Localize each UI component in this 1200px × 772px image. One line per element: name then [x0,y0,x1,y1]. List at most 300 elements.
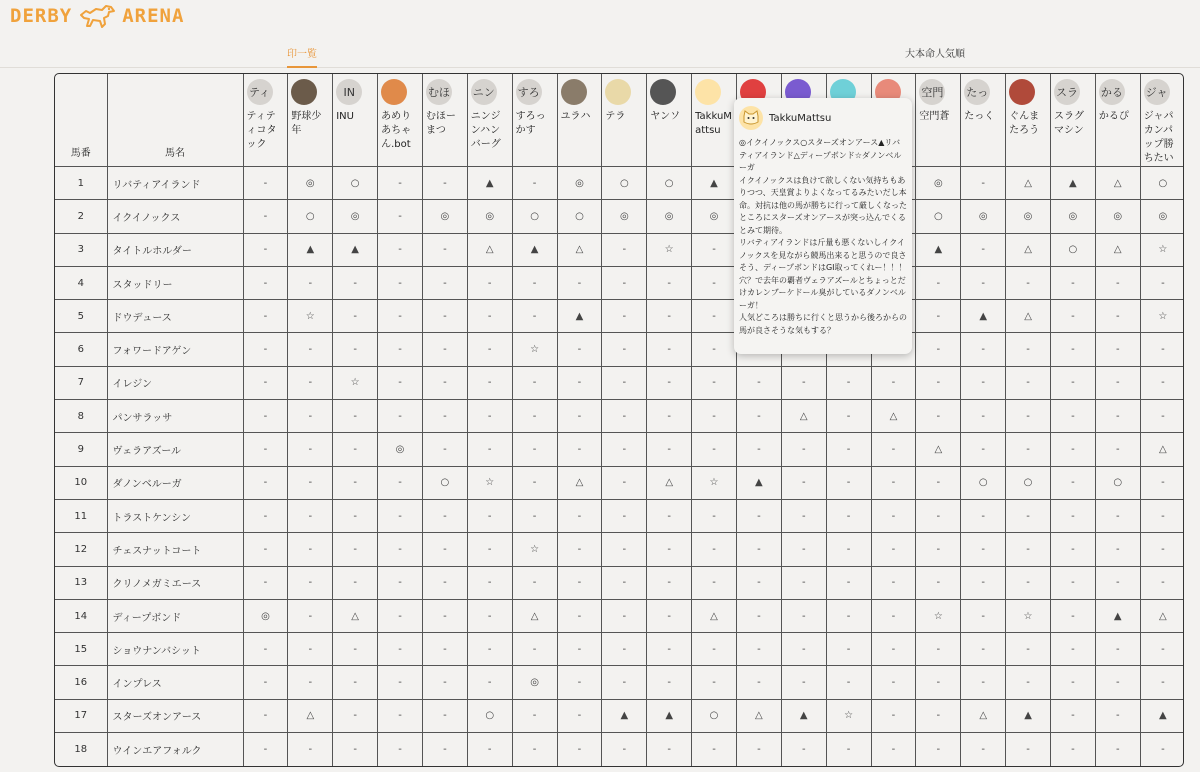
mark-cell[interactable]: △ [916,433,961,466]
mark-cell[interactable]: - [781,433,826,466]
mark-cell[interactable]: - [288,366,333,399]
mark-cell[interactable]: ◎ [916,167,961,200]
mark-cell[interactable]: - [871,433,916,466]
mark-cell[interactable]: - [422,633,467,666]
mark-cell[interactable]: - [961,233,1006,266]
user-avatar[interactable] [381,79,407,105]
mark-cell[interactable]: - [467,566,512,599]
mark-cell[interactable]: ○ [422,466,467,499]
mark-cell[interactable]: △ [1140,433,1184,466]
mark-cell[interactable]: - [736,400,781,433]
mark-cell[interactable]: - [1050,733,1095,766]
mark-cell[interactable]: - [961,733,1006,766]
mark-cell[interactable]: ◎ [288,167,333,200]
user-avatar[interactable] [695,79,721,105]
mark-cell[interactable]: - [692,300,737,333]
mark-cell[interactable]: - [602,333,647,366]
user-avatar[interactable] [1009,79,1035,105]
mark-cell[interactable]: - [288,733,333,766]
user-avatar[interactable]: スラ [1054,79,1080,105]
mark-cell[interactable]: - [1095,400,1140,433]
mark-cell[interactable]: - [243,633,288,666]
mark-cell[interactable]: ☆ [647,233,692,266]
mark-cell[interactable]: - [1006,266,1051,299]
mark-cell[interactable]: - [1140,666,1184,699]
tab-favorite-ranking[interactable]: 大本命人気順 [905,49,965,60]
mark-cell[interactable]: - [422,699,467,732]
mark-cell[interactable]: ○ [512,200,557,233]
mark-cell[interactable]: - [692,233,737,266]
mark-cell[interactable]: - [602,433,647,466]
mark-cell[interactable]: ▲ [602,699,647,732]
mark-cell[interactable]: ▲ [288,233,333,266]
user-avatar[interactable]: ニン [471,79,497,105]
mark-cell[interactable]: - [557,533,602,566]
mark-cell[interactable]: - [647,633,692,666]
mark-cell[interactable]: - [826,733,871,766]
mark-cell[interactable]: ○ [1095,466,1140,499]
mark-cell[interactable]: ☆ [512,333,557,366]
mark-cell[interactable]: - [467,366,512,399]
mark-cell[interactable]: - [602,599,647,632]
mark-cell[interactable]: - [512,433,557,466]
mark-cell[interactable]: - [333,499,378,532]
mark-cell[interactable]: - [916,266,961,299]
mark-cell[interactable]: - [557,566,602,599]
mark-cell[interactable]: - [378,333,423,366]
mark-cell[interactable]: - [961,167,1006,200]
mark-cell[interactable]: - [288,666,333,699]
mark-cell[interactable]: - [422,266,467,299]
mark-cell[interactable]: - [916,400,961,433]
mark-cell[interactable]: - [378,266,423,299]
mark-cell[interactable]: △ [1095,233,1140,266]
mark-cell[interactable]: - [961,666,1006,699]
user-avatar[interactable]: IN [336,79,362,105]
mark-cell[interactable]: - [557,599,602,632]
mark-cell[interactable]: ◎ [647,200,692,233]
mark-cell[interactable]: - [422,533,467,566]
mark-cell[interactable]: ☆ [288,300,333,333]
mark-cell[interactable]: - [243,699,288,732]
mark-cell[interactable]: - [1095,300,1140,333]
mark-cell[interactable]: - [602,733,647,766]
mark-cell[interactable]: - [333,566,378,599]
mark-cell[interactable]: ○ [557,200,602,233]
mark-cell[interactable]: - [647,333,692,366]
mark-cell[interactable]: △ [288,699,333,732]
mark-cell[interactable]: - [692,533,737,566]
mark-cell[interactable]: - [243,733,288,766]
mark-cell[interactable]: ▲ [961,300,1006,333]
mark-cell[interactable]: - [602,633,647,666]
mark-cell[interactable]: △ [512,599,557,632]
mark-cell[interactable]: - [288,333,333,366]
mark-cell[interactable]: - [422,333,467,366]
user-avatar[interactable]: ティ [247,79,273,105]
mark-cell[interactable]: - [512,499,557,532]
mark-cell[interactable]: ○ [961,466,1006,499]
mark-cell[interactable]: ☆ [467,466,512,499]
mark-cell[interactable]: - [422,300,467,333]
mark-cell[interactable]: - [333,333,378,366]
mark-cell[interactable]: - [916,333,961,366]
user-avatar[interactable] [291,79,317,105]
mark-cell[interactable]: ◎ [1140,200,1184,233]
mark-cell[interactable]: - [871,699,916,732]
mark-cell[interactable]: △ [1095,167,1140,200]
mark-cell[interactable]: - [826,599,871,632]
mark-cell[interactable]: △ [692,599,737,632]
user-avatar[interactable] [605,79,631,105]
mark-cell[interactable]: - [378,599,423,632]
mark-cell[interactable]: - [647,499,692,532]
mark-cell[interactable]: - [333,633,378,666]
mark-cell[interactable]: - [288,433,333,466]
mark-cell[interactable]: - [1006,633,1051,666]
mark-cell[interactable]: ◎ [378,433,423,466]
mark-cell[interactable]: - [557,633,602,666]
mark-cell[interactable]: - [288,566,333,599]
mark-cell[interactable]: - [467,433,512,466]
mark-cell[interactable]: - [1050,366,1095,399]
mark-cell[interactable]: - [333,433,378,466]
mark-cell[interactable]: - [692,666,737,699]
mark-cell[interactable]: ▲ [1140,699,1184,732]
mark-cell[interactable]: - [243,200,288,233]
mark-cell[interactable]: - [961,433,1006,466]
mark-cell[interactable]: - [961,566,1006,599]
mark-cell[interactable]: - [1095,433,1140,466]
mark-cell[interactable]: - [1050,499,1095,532]
mark-cell[interactable]: - [422,733,467,766]
mark-cell[interactable]: - [557,400,602,433]
mark-cell[interactable]: - [1050,666,1095,699]
mark-cell[interactable]: - [692,366,737,399]
mark-cell[interactable]: △ [1140,599,1184,632]
mark-cell[interactable]: - [1006,499,1051,532]
mark-cell[interactable]: - [512,699,557,732]
mark-cell[interactable]: - [961,533,1006,566]
mark-cell[interactable]: - [916,366,961,399]
mark-cell[interactable]: - [692,333,737,366]
mark-cell[interactable]: - [871,533,916,566]
mark-cell[interactable]: - [1006,533,1051,566]
mark-cell[interactable]: - [1006,366,1051,399]
mark-cell[interactable]: - [557,366,602,399]
mark-cell[interactable]: ○ [692,699,737,732]
mark-cell[interactable]: - [1050,566,1095,599]
mark-cell[interactable]: - [961,400,1006,433]
mark-cell[interactable]: - [243,333,288,366]
mark-cell[interactable]: - [1140,566,1184,599]
mark-cell[interactable]: ○ [1050,233,1095,266]
mark-cell[interactable]: ◎ [961,200,1006,233]
mark-cell[interactable]: △ [871,400,916,433]
mark-cell[interactable]: - [736,499,781,532]
mark-cell[interactable]: ◎ [467,200,512,233]
mark-cell[interactable]: - [243,566,288,599]
mark-cell[interactable]: - [871,599,916,632]
mark-cell[interactable]: - [647,533,692,566]
mark-cell[interactable]: - [647,400,692,433]
mark-cell[interactable]: - [1095,633,1140,666]
mark-cell[interactable]: ◎ [557,167,602,200]
mark-cell[interactable]: - [243,433,288,466]
mark-cell[interactable]: - [378,566,423,599]
mark-cell[interactable]: △ [557,233,602,266]
mark-cell[interactable]: - [288,599,333,632]
mark-cell[interactable]: - [1050,533,1095,566]
mark-cell[interactable]: - [467,499,512,532]
mark-cell[interactable]: ☆ [512,533,557,566]
mark-cell[interactable]: ◎ [1095,200,1140,233]
mark-cell[interactable]: - [378,167,423,200]
mark-cell[interactable]: - [871,566,916,599]
mark-cell[interactable]: - [333,733,378,766]
mark-cell[interactable]: ◎ [1006,200,1051,233]
mark-cell[interactable]: △ [333,599,378,632]
user-avatar[interactable] [561,79,587,105]
mark-cell[interactable]: - [467,300,512,333]
mark-cell[interactable]: - [422,167,467,200]
mark-cell[interactable]: - [467,666,512,699]
mark-cell[interactable]: - [647,300,692,333]
mark-cell[interactable]: - [243,499,288,532]
mark-cell[interactable]: - [378,466,423,499]
mark-cell[interactable]: ☆ [1006,599,1051,632]
mark-cell[interactable]: - [692,499,737,532]
mark-cell[interactable]: - [1140,366,1184,399]
mark-cell[interactable]: - [602,233,647,266]
mark-cell[interactable]: - [333,699,378,732]
mark-cell[interactable]: - [333,300,378,333]
mark-cell[interactable]: - [602,533,647,566]
mark-cell[interactable]: - [378,366,423,399]
mark-cell[interactable]: - [378,733,423,766]
mark-cell[interactable]: - [512,400,557,433]
tab-marks-list[interactable]: 印一覧 [287,45,317,68]
mark-cell[interactable]: - [378,400,423,433]
mark-cell[interactable]: - [1140,266,1184,299]
mark-cell[interactable]: △ [647,466,692,499]
mark-cell[interactable]: - [378,300,423,333]
mark-cell[interactable]: - [826,533,871,566]
mark-cell[interactable]: △ [467,233,512,266]
mark-cell[interactable]: - [557,499,602,532]
mark-cell[interactable]: - [422,599,467,632]
mark-cell[interactable]: ☆ [333,366,378,399]
mark-cell[interactable]: - [1006,566,1051,599]
mark-cell[interactable]: - [871,499,916,532]
mark-cell[interactable]: - [512,466,557,499]
mark-cell[interactable]: - [243,167,288,200]
mark-cell[interactable]: - [1050,333,1095,366]
mark-cell[interactable]: - [916,533,961,566]
mark-cell[interactable]: - [333,400,378,433]
user-avatar[interactable]: たっ [964,79,990,105]
mark-cell[interactable]: ○ [467,699,512,732]
mark-cell[interactable]: - [333,533,378,566]
mark-cell[interactable]: - [781,599,826,632]
mark-cell[interactable]: ▲ [781,699,826,732]
mark-cell[interactable]: - [467,266,512,299]
mark-cell[interactable]: - [288,633,333,666]
mark-cell[interactable]: - [916,499,961,532]
mark-cell[interactable]: ○ [288,200,333,233]
mark-cell[interactable]: - [781,366,826,399]
mark-cell[interactable]: - [826,566,871,599]
mark-cell[interactable]: ▲ [512,233,557,266]
mark-cell[interactable]: - [512,167,557,200]
mark-cell[interactable]: - [1140,533,1184,566]
mark-cell[interactable]: ▲ [647,699,692,732]
mark-cell[interactable]: - [647,433,692,466]
mark-cell[interactable]: - [916,733,961,766]
mark-cell[interactable]: - [736,566,781,599]
mark-cell[interactable]: - [602,466,647,499]
mark-cell[interactable]: - [557,333,602,366]
mark-cell[interactable]: - [1140,733,1184,766]
mark-cell[interactable]: - [1006,433,1051,466]
mark-cell[interactable]: - [736,366,781,399]
mark-cell[interactable]: - [288,499,333,532]
mark-cell[interactable]: - [871,733,916,766]
mark-cell[interactable]: - [647,599,692,632]
mark-cell[interactable]: ▲ [1006,699,1051,732]
mark-cell[interactable]: - [467,333,512,366]
mark-cell[interactable]: ◎ [422,200,467,233]
mark-cell[interactable]: - [243,266,288,299]
mark-cell[interactable]: ▲ [692,167,737,200]
mark-cell[interactable]: - [871,366,916,399]
mark-cell[interactable]: ☆ [1140,233,1184,266]
mark-cell[interactable]: - [961,599,1006,632]
mark-cell[interactable]: - [871,466,916,499]
mark-cell[interactable]: ◎ [602,200,647,233]
mark-cell[interactable]: - [602,666,647,699]
mark-cell[interactable]: - [781,466,826,499]
mark-cell[interactable]: - [647,666,692,699]
mark-cell[interactable]: - [647,266,692,299]
mark-cell[interactable]: - [736,533,781,566]
mark-cell[interactable]: - [243,233,288,266]
mark-cell[interactable]: - [602,566,647,599]
mark-cell[interactable]: - [422,666,467,699]
mark-cell[interactable]: - [243,366,288,399]
mark-cell[interactable]: - [602,499,647,532]
mark-cell[interactable]: ◎ [692,200,737,233]
mark-cell[interactable]: - [826,366,871,399]
user-avatar[interactable]: かる [1099,79,1125,105]
mark-cell[interactable]: △ [781,400,826,433]
mark-cell[interactable]: - [1140,499,1184,532]
mark-cell[interactable]: - [378,233,423,266]
mark-cell[interactable]: - [781,666,826,699]
mark-cell[interactable]: ☆ [692,466,737,499]
mark-cell[interactable]: ○ [1140,167,1184,200]
mark-cell[interactable]: - [378,699,423,732]
mark-cell[interactable]: - [1006,666,1051,699]
user-avatar[interactable]: むほ [426,79,452,105]
mark-cell[interactable]: - [736,599,781,632]
mark-cell[interactable]: - [467,400,512,433]
mark-cell[interactable]: - [1095,566,1140,599]
mark-cell[interactable]: ▲ [1050,167,1095,200]
mark-cell[interactable]: - [288,266,333,299]
mark-cell[interactable]: - [422,400,467,433]
mark-cell[interactable]: - [422,233,467,266]
mark-cell[interactable]: △ [1006,233,1051,266]
mark-cell[interactable]: - [1050,466,1095,499]
mark-cell[interactable]: - [422,499,467,532]
mark-cell[interactable]: - [1095,333,1140,366]
mark-cell[interactable]: - [916,566,961,599]
user-avatar[interactable]: すろ [516,79,542,105]
mark-cell[interactable]: ○ [647,167,692,200]
mark-cell[interactable]: - [916,466,961,499]
mark-cell[interactable]: △ [736,699,781,732]
mark-cell[interactable]: - [781,566,826,599]
mark-cell[interactable]: - [512,566,557,599]
mark-cell[interactable]: - [557,266,602,299]
mark-cell[interactable]: - [333,666,378,699]
mark-cell[interactable]: - [1140,400,1184,433]
mark-cell[interactable]: - [1006,733,1051,766]
mark-cell[interactable]: - [692,566,737,599]
mark-cell[interactable]: - [736,433,781,466]
mark-cell[interactable]: - [781,533,826,566]
mark-cell[interactable]: ▲ [467,167,512,200]
mark-cell[interactable]: - [467,533,512,566]
mark-cell[interactable]: - [692,266,737,299]
mark-cell[interactable]: - [512,633,557,666]
mark-cell[interactable]: - [647,733,692,766]
mark-cell[interactable]: - [647,566,692,599]
mark-cell[interactable]: - [1095,533,1140,566]
mark-cell[interactable]: - [422,366,467,399]
mark-cell[interactable]: - [692,433,737,466]
mark-cell[interactable]: - [1050,433,1095,466]
mark-cell[interactable]: - [736,733,781,766]
mark-cell[interactable]: - [916,633,961,666]
mark-cell[interactable]: - [826,400,871,433]
mark-cell[interactable]: - [557,433,602,466]
mark-cell[interactable]: △ [961,699,1006,732]
mark-cell[interactable]: ▲ [333,233,378,266]
mark-cell[interactable]: - [1006,333,1051,366]
mark-cell[interactable]: ○ [1006,466,1051,499]
mark-cell[interactable]: - [1095,266,1140,299]
mark-cell[interactable]: △ [1006,300,1051,333]
mark-cell[interactable]: - [1050,699,1095,732]
mark-cell[interactable]: - [243,300,288,333]
mark-cell[interactable]: - [826,666,871,699]
mark-cell[interactable]: - [736,633,781,666]
mark-cell[interactable]: △ [557,466,602,499]
mark-cell[interactable]: - [512,300,557,333]
mark-cell[interactable]: - [916,300,961,333]
mark-cell[interactable]: - [1050,400,1095,433]
mark-cell[interactable]: - [736,666,781,699]
mark-cell[interactable]: - [288,466,333,499]
mark-cell[interactable]: - [333,266,378,299]
mark-cell[interactable]: ◎ [512,666,557,699]
mark-cell[interactable]: - [243,533,288,566]
mark-cell[interactable]: - [961,499,1006,532]
mark-cell[interactable]: - [961,266,1006,299]
mark-cell[interactable]: - [512,733,557,766]
